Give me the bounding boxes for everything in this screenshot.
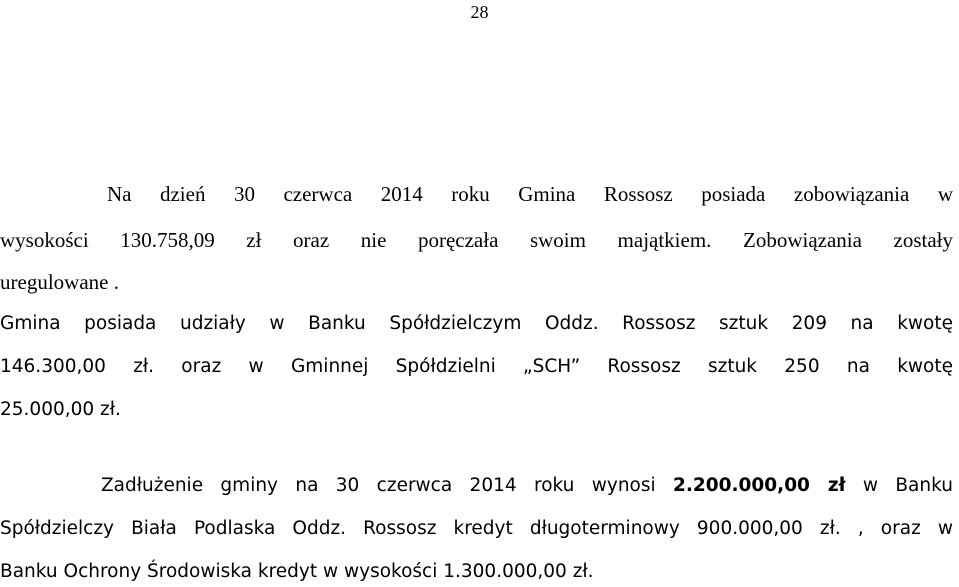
paragraph-1-line-3: uregulowane . xyxy=(0,270,119,294)
page-number: 28 xyxy=(470,2,489,22)
paragraph-3-line-1-tail: w Banku xyxy=(862,475,953,496)
paragraph-2-line-3: 25.000,00 zł. xyxy=(0,399,121,420)
debt-amount: 2.200.000,00 zł xyxy=(673,475,846,496)
paragraph-2-line-2: 146.300,00 zł. oraz w Gminnej Spółdzielni „SCH” Rossosz sztuk 250 na kwotę xyxy=(0,356,953,377)
paragraph-1-line-1: Na dzień 30 czerwca 2014 roku Gmina Rossosz posiada zobowiązania w xyxy=(107,182,953,206)
paragraph-3-line-1-text: Zadłużenie gminy na 30 czerwca 2014 roku wynosi xyxy=(101,475,656,496)
paragraph-3-line-3: Banku Ochrony Środowiska kredyt w wysokości 1.300.000,00 zł. xyxy=(0,561,594,582)
paragraph-3-line-1 xyxy=(0,477,953,496)
paragraph-2-line-1: Gmina posiada udziały w Banku Spółdzielczym Oddz. Rossosz sztuk 209 na kwotę xyxy=(0,313,953,334)
paragraph-3-line-2: Spółdzielczy Biała Podlaska Oddz. Rossosz kredyt długoterminowy 900.000,00 zł. , oraz w xyxy=(0,518,953,539)
paragraph-1-line-2: wysokości 130.758,09 zł oraz nie poręczała swoim majątkiem. Zobowiązania zostały xyxy=(0,228,953,252)
